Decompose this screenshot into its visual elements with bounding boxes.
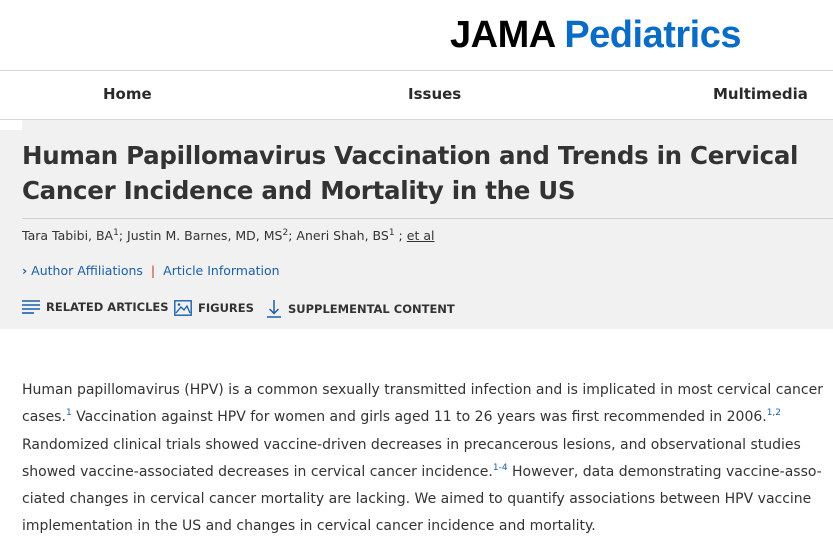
- related-articles-label: RELATED ARTICLES: [46, 300, 169, 314]
- download-icon: [266, 300, 282, 318]
- author-name[interactable]: Aneri Shah, BS: [296, 228, 389, 244]
- figures-label: FIGURES: [198, 301, 254, 315]
- body-text-segment: Human papillomavirus (HPV) is a common sexually transmitted infection and is implicated in most cervical cancer cases.: [22, 382, 823, 426]
- author-name[interactable]: Tara Tabibi, BA: [22, 228, 114, 244]
- author-list: Tara Tabibi, $BA^1$; Justin M. Barnes, MD, $MS^2$; Aneri Shah, $BS^1$ ; et al: [22, 228, 435, 244]
- related-articles-button[interactable]: [22, 300, 169, 314]
- image-icon: [174, 300, 192, 316]
- supplemental-content-button[interactable]: [266, 300, 455, 318]
- article-information-link[interactable]: Article Information: [163, 263, 280, 278]
- reference-link[interactable]: 1-4: [492, 462, 508, 473]
- journal-logo[interactable]: [450, 13, 741, 57]
- article-body: [22, 377, 830, 541]
- body-text-segment: However, data demonstrating vaccine-asso-ciated changes in cervical cancer mortality are lacking. We aimed to quantify associations between HPV vaccine implementation in the US and changes in cervical cancer incidence and mortality.: [22, 463, 822, 535]
- author-affiliation-ref: 1: [388, 228, 395, 238]
- body-text-segment: Vaccination against HPV for women and girls aged 11 to 26 years was first recommended in 2006.: [71, 409, 767, 426]
- chevron-right-icon: ›: [22, 263, 28, 278]
- site-header: [0, 0, 833, 71]
- subbar: [22, 120, 833, 130]
- article-header: [0, 130, 833, 329]
- supplemental-content-label: SUPPLEMENTAL CONTENT: [288, 302, 455, 316]
- main-nav: [0, 71, 833, 120]
- author-affiliation-ref: 1: [113, 228, 119, 238]
- figures-button[interactable]: [174, 300, 254, 316]
- nav-home[interactable]: Home: [103, 85, 152, 103]
- article-info-row: [22, 263, 280, 278]
- nav-multimedia[interactable]: Multimedia: [713, 85, 808, 103]
- logo-pediatrics: Pediatrics: [564, 14, 741, 56]
- title-divider: [22, 218, 833, 219]
- logo-jama: JAMA: [450, 14, 555, 56]
- author-name[interactable]: Justin M. Barnes, MD, MS: [127, 228, 283, 244]
- reference-link[interactable]: 1: [65, 408, 72, 419]
- separator: |: [150, 263, 156, 278]
- article-title: Human Papillomavirus Vaccination and Trends in Cervical Cancer Incidence and Mortality in the US: [22, 141, 799, 205]
- author-affiliations-link[interactable]: Author Affiliations: [31, 263, 143, 278]
- author-affiliation-ref: 2: [282, 228, 289, 238]
- reference-link[interactable]: 1,2: [766, 408, 782, 419]
- list-icon: [22, 300, 40, 314]
- body-text-segment: Randomized clinical trials showed vaccine-driven decreases in precancerous lesions, and observational studies showed vaccine-associated decreases in cervical cancer incidence.: [22, 436, 801, 480]
- nav-issues[interactable]: Issues: [408, 85, 462, 103]
- et-al-link[interactable]: et al: [406, 228, 435, 244]
